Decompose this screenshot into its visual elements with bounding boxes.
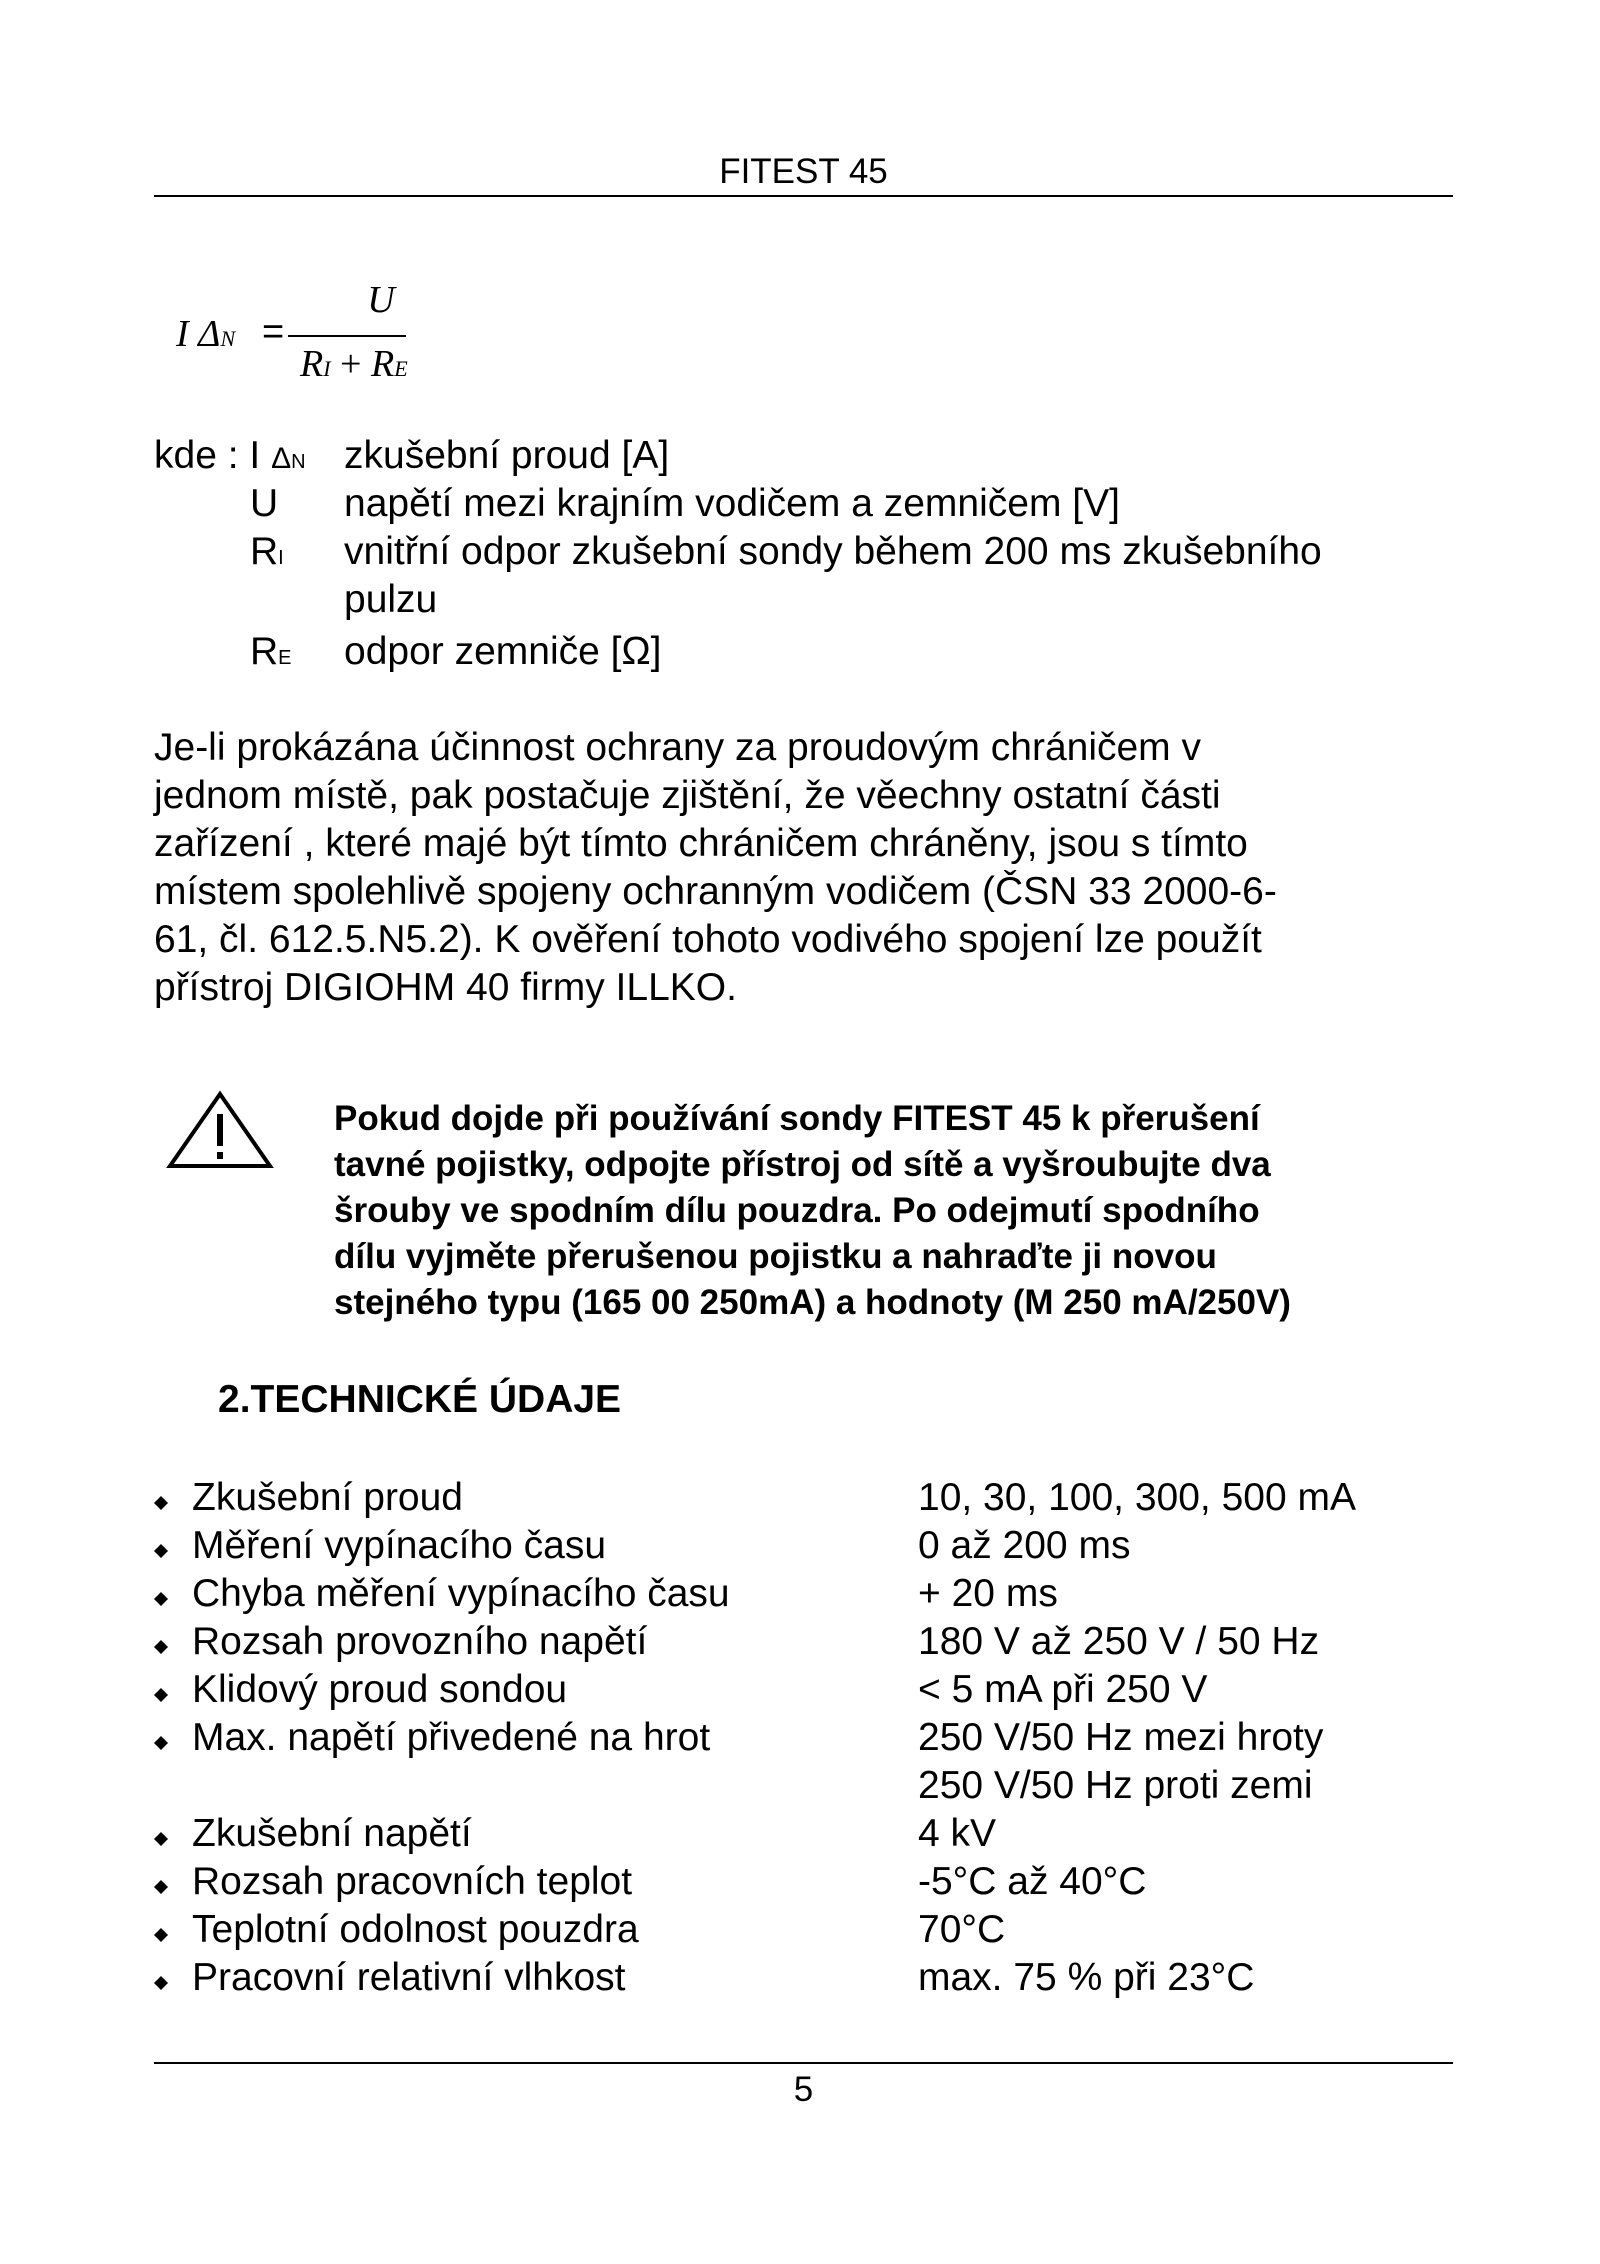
definition-text-3: vnitřní odpor zkušební sondy během 200 ms zkušebního [344,530,1322,573]
bullet-diamond-icon [154,1522,192,1570]
definition-text-2: napětí mezi krajním vodičem a zemničem [V] [344,482,1120,525]
section-title: TECHNICKÉ ÚDAJE [250,1378,622,1421]
running-header: FITEST 45 [719,152,888,191]
formula [176,280,456,390]
warning-text [334,1096,1454,1326]
paragraph-line: 61, čl. 612.5.N5.2). K ověření tohoto vodivého spojení lze použít [154,918,1262,961]
definitions-intro-text: kde : I [154,434,272,477]
paragraph-line: jednom místě, pak postačuje zjištění, že věechny ostatní části [154,774,1221,817]
spec-value: + 20 ms [918,1572,1058,1615]
bullet-diamond-icon [154,1666,192,1714]
paragraph-line: zařízení , které majé být tímto chráničem chráněny, jsou s tímto [154,822,1248,865]
spec-value: 4 kV [918,1812,997,1855]
formula-subscript-e: E [394,356,408,381]
bullet-diamond-icon [154,1906,192,1954]
definition-symbol-ri-sub: I [278,547,284,569]
paragraph-line: přístroj DIGIOHM 40 firmy ILLKO. [154,966,737,1009]
bullet-diamond-icon [154,1714,192,1762]
definition-symbol-re-main: R [250,630,279,673]
definition-text-4: pulzu [344,578,438,621]
spec-value: -5°C až 40°C [918,1860,1147,1903]
warning-line: stejného typu (165 00 250mA) a hodnoty (M 250 mA/250V) [334,1283,1291,1322]
spec-value: 10, 30, 100, 300, 500 mA [918,1476,1356,1519]
definitions-intro-delta: Δ [271,442,292,475]
spec-value: < 5 mA při 250 V [918,1668,1208,1711]
formula-symbol-r2: R [370,343,395,385]
spec-label: Max. napětí přivedené na hrot [192,1716,711,1759]
warning-line: dílu vyjměte přerušenou pojistku a nahraďte ji novou [334,1237,1217,1276]
spec-label: Měření vypínacího času [192,1524,607,1567]
body-paragraph [154,724,1444,1012]
spec-value: 250 V/50 Hz mezi hroty [918,1716,1324,1759]
definitions-intro-sub: N [291,451,306,473]
warning-line: tavné pojistky, odpojte přístroj od sítě a vyšroubujte dva [334,1145,1271,1184]
page-number: 5 [793,2070,814,2109]
footer-rule [154,2062,1453,2064]
warning-line: Pokud dojde při používání sondy FITEST 45 k přerušení [334,1099,1260,1138]
spec-value: max. 75 % při 23°C [918,1956,1255,1999]
section-heading [218,1376,621,1424]
definition-symbol-u: U [250,482,279,525]
spec-label: Zkušební proud [192,1476,464,1519]
spec-value: 180 V až 250 V / 50 Hz [918,1620,1320,1663]
warning-triangle-icon [166,1090,274,1170]
paragraph-line: místem spolehlivě spojeny ochranným vodičem (ČSN 33 2000-6- [154,870,1277,913]
definition-symbol-ri-main: R [250,530,279,573]
definition-symbol-re-sub: E [278,647,292,669]
spec-value: 250 V/50 Hz proti zemi [918,1764,1313,1807]
spec-label: Rozsah pracovních teplot [192,1860,633,1903]
spec-label: Klidový proud sondou [192,1668,568,1711]
bullet-diamond-icon [154,1474,192,1522]
definition-text-1: zkušební proud [A] [344,434,670,477]
spec-value: 70°C [918,1908,1006,1951]
definition-symbol-re [250,628,292,682]
spec-label: Zkušební napětí [192,1812,472,1855]
spec-label: Chyba měření vypínacího času [192,1572,730,1615]
formula-plus: + [340,343,362,385]
formula-lhs [176,314,235,359]
formula-symbol-i: I [176,313,189,355]
paragraph-line: Je-li prokázána účinnost ochrany za proudovým chráničem v [154,726,1202,769]
formula-symbol-r1: R [300,343,324,385]
section-number: 2. [218,1378,251,1421]
bullet-diamond-icon [154,1810,192,1858]
bullet-diamond-icon [154,1570,192,1618]
bullet-diamond-icon [154,1858,192,1906]
formula-subscript-i: I [323,356,331,381]
bullet-diamond-icon [154,1954,192,2002]
warning-line: šrouby ve spodním dílu pouzdra. Po odejmutí spodního [334,1191,1260,1230]
spec-label: Teplotní odolnost pouzdra [192,1908,639,1951]
formula-symbol-delta: Δ [198,313,221,355]
bullet-diamond-icon [154,1618,192,1666]
formula-denominator [300,342,408,391]
header-rule [154,195,1453,197]
spec-value: 0 až 200 ms [918,1524,1131,1567]
fraction-bar [288,335,406,337]
definition-text-5: odpor zemniče [Ω] [344,630,662,673]
definition-symbol-ri [250,528,284,582]
definitions-intro [154,432,306,486]
spec-label: Rozsah provozního napětí [192,1620,648,1663]
spec-label: Pracovní relativní vlhkost [192,1956,626,1999]
formula-numerator: U [367,279,395,321]
formula-subscript-n: N [220,326,236,351]
formula-equals: = [262,311,285,353]
